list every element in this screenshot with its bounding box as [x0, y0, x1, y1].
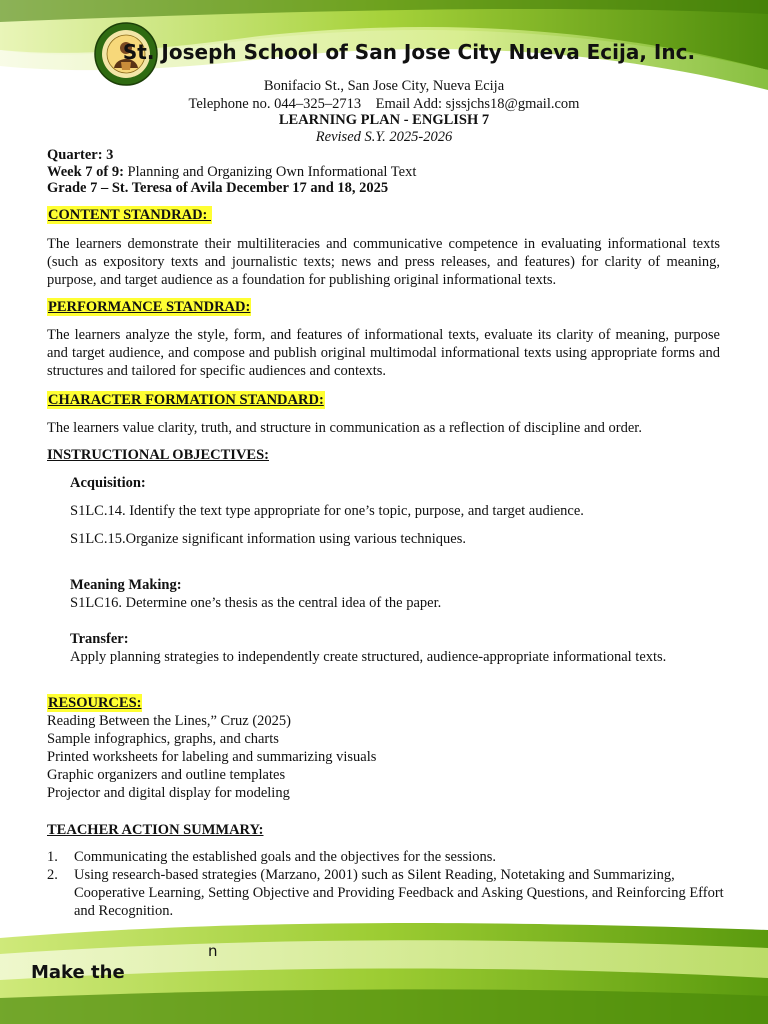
content-standard-heading: CONTENT STANDRAD:	[48, 207, 212, 223]
objectives-heading: INSTRUCTIONAL OBJECTIVES:	[47, 447, 269, 463]
list-item: Reading Between the Lines,” Cruz (2025)	[47, 713, 292, 729]
list-item	[47, 848, 727, 866]
acquisition-item-1: S1LC.14. Identify the text type appropriate for one’s topic, purpose, and target audience.	[70, 503, 584, 519]
teacher-action-list	[47, 848, 727, 920]
acquisition-item-2: S1LC.15.Organize significant information using various techniques.	[70, 531, 466, 547]
list-item: Projector and digital display for modeling	[47, 785, 290, 801]
resources-heading: RESOURCES:	[48, 695, 142, 711]
plan-title: LEARNING PLAN - ENGLISH 7	[278, 112, 490, 128]
week-label: Week 7 of 9:	[47, 164, 124, 180]
list-item-text: Using research-based strategies (Marzano, 2001) such as Silent Reading, Notetaking and Summarizing, Cooperative Learning, Setting Objective and Providing Feedback and Asking Questions, and Reinforcing Effort and Recognition.	[74, 867, 724, 919]
meaning-making-item: S1LC16. Determine one’s thesis as the central idea of the paper.	[70, 595, 442, 611]
character-standard-heading: CHARACTER FORMATION STANDARD:	[48, 392, 324, 408]
list-item-text: Communicating the established goals and the objectives for the sessions.	[74, 849, 497, 865]
transfer-label: Transfer:	[70, 631, 129, 647]
list-number: 2.	[47, 867, 58, 883]
list-item: Graphic organizers and outline templates	[47, 767, 286, 783]
footer-motto: Make the	[31, 962, 125, 983]
performance-standard-heading: PERFORMANCE STANDRAD:	[48, 299, 251, 315]
quarter-label: Quarter: 3	[47, 147, 114, 163]
school-contact: Telephone no. 044–325–2713 Email Add: sjssjchs18@gmail.com	[188, 96, 580, 112]
footer-text-fragment: n	[208, 942, 218, 960]
week-topic: Planning and Organizing Own Informational Text	[123, 164, 417, 180]
performance-standard-text: The learners analyze the style, form, and features of informational texts, evaluate its clarity of meaning, purpose and target audience, and compose and publish original multimodal informational texts using appropriate forms and structures and tailored for specific audiences and contexts.	[47, 327, 720, 379]
school-year: Revised S.Y. 2025-2026	[315, 129, 453, 145]
school-address: Bonifacio St., San Jose City, Nueva Ecija	[263, 78, 505, 94]
teacher-action-heading: TEACHER ACTION SUMMARY:	[47, 822, 264, 838]
list-number: 1.	[47, 849, 58, 865]
transfer-item: Apply planning strategies to independently create structured, audience-appropriate informational texts.	[70, 649, 667, 665]
acquisition-label: Acquisition:	[70, 475, 146, 491]
content-standard-text: The learners demonstrate their multiliteracies and communicative competence in evaluating informational texts (such as expository texts and journalistic texts; news and press releases, and features) for clarity of meaning, purpose, and target audience as a foundation for publishing original informational texts.	[47, 236, 720, 288]
resources-list	[47, 712, 376, 802]
list-item: Printed worksheets for labeling and summarizing visuals	[47, 749, 377, 765]
school-name: St. Joseph School of San Jose City Nueva Ecija, Inc.	[122, 40, 696, 64]
character-standard-text: The learners value clarity, truth, and structure in communication as a reflection of discipline and order.	[47, 420, 642, 436]
list-item	[47, 866, 727, 920]
list-item: Sample infographics, graphs, and charts	[47, 731, 279, 747]
grade-line: Grade 7 – St. Teresa of Avila December 17 and 18, 2025	[47, 180, 389, 196]
meaning-making-label: Meaning Making:	[70, 577, 182, 593]
